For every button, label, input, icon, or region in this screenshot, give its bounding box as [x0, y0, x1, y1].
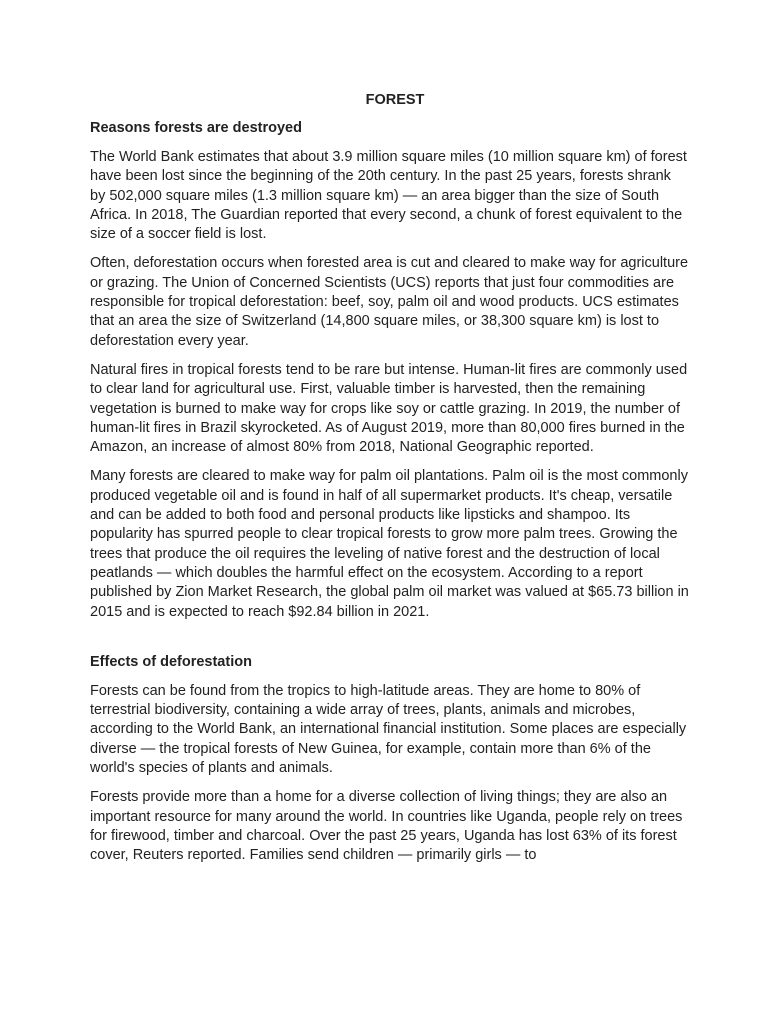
section-spacer — [90, 632, 690, 654]
document-page — [90, 92, 690, 876]
section-reasons — [90, 120, 690, 622]
paragraph: Natural fires in tropical forests tend to be rare but intense. Human-lit fires are commonly used to clear land for agricultural use. First, valuable timber is harvested, then the remaining vegetation is burned to make way for crops like soy or cattle grazing. In 2019, the number of human-lit fires in Brazil skyrocketed. As of August 2019, more than 80,000 fires burned in the Amazon, an increase of almost 80% from 2018, National Geographic reported. — [90, 361, 688, 456]
paragraph: Often, deforestation occurs when forested area is cut and cleared to make way for agriculture or grazing. The Union of Concerned Scientists (UCS) reports that just four commodities are responsible for tropical deforestation: beef, soy, palm oil and wood products. UCS estimates that an area the size of Switzerland (14,800 square miles, or 38,300 square km) is lost to deforestation every year. — [90, 255, 689, 349]
section-heading: Effects of deforestation — [90, 653, 252, 670]
document-title: FOREST — [365, 92, 425, 108]
paragraph: Forests provide more than a home for a diverse collection of living things; they are also an important resource for many around the world. In countries like Uganda, people rely on trees for firewood, timber and charcoal. Over the past 25 years, Uganda has lost 63% of its forest cover, Reuters reported. Families send children — primarily girls — to — [90, 789, 683, 864]
section-heading: Reasons forests are destroyed — [90, 120, 302, 136]
paragraph: Many forests are cleared to make way for palm oil plantations. Palm oil is the most commonly produced vegetable oil and is found in half of all supermarket products. It's cheap, versatile and can be added to both food and personal products like lipsticks and shampoo. Its popularity has spurred people to clear tropical forests to grow more palm trees. Growing the trees that produce the oil requires the leveling of native forest and the destruction of local peatlands — which doubles the harmful effect on the ecosystem. According to a report published by Zion Market Research, the global palm oil market was valued at $65.73 billion in 2015 and is expected to reach $92.84 billion in 2021. — [90, 468, 689, 620]
paragraph: Forests can be found from the tropics to high-latitude areas. They are home to 80% of terrestrial biodiversity, containing a wide array of trees, plants, animals and microbes, according to the World Bank, an international financial institution. Some places are especially diverse — the tropical forests of New Guinea, for example, contain more than 6% of the world's species of plants and animals. — [90, 682, 687, 777]
paragraph: The World Bank estimates that about 3.9 million square miles (10 million square km) of forest have been lost since the beginning of the 20th century. In the past 25 years, forests shrank by 502,000 square miles (1.3 million square km) — an area bigger than the size of South Africa. In 2018, The Guardian reported that every second, a chunk of forest equivalent to the size of a soccer field is lost. — [90, 149, 687, 243]
section-effects — [90, 654, 690, 866]
